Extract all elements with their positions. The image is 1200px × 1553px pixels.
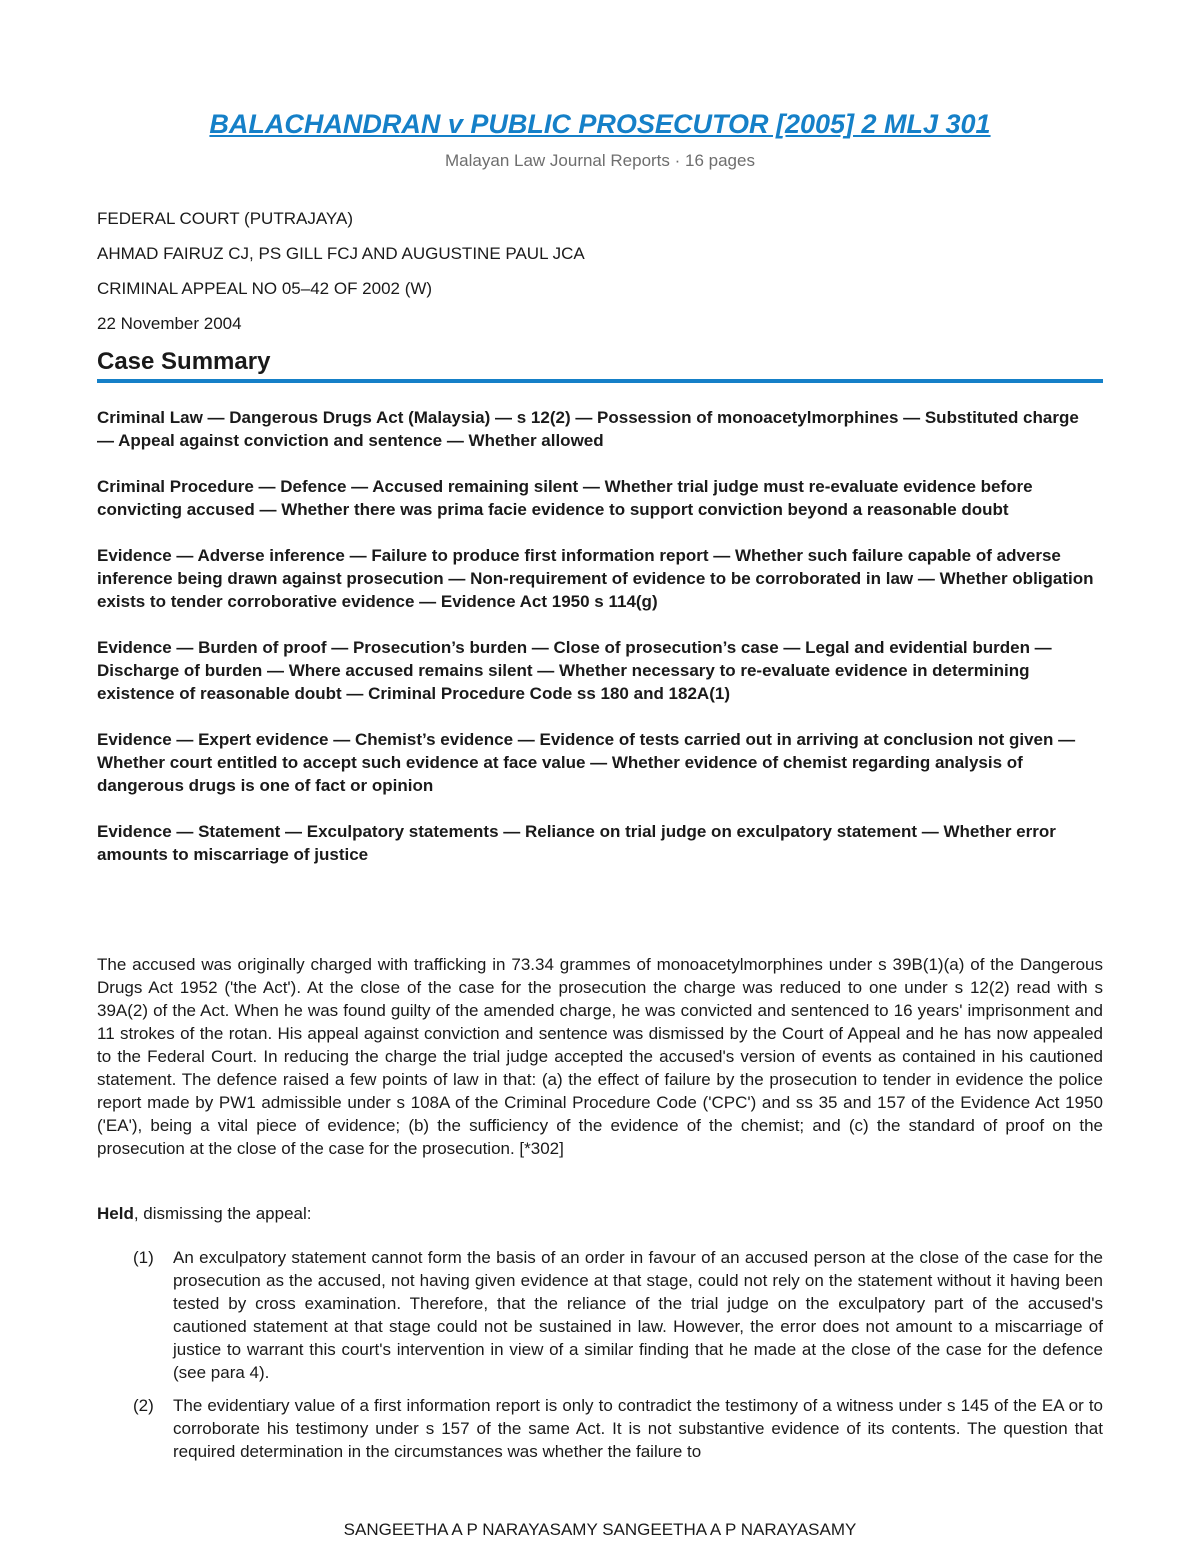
catchword: Criminal Procedure — Defence — Accused remaining silent — Whether trial judge must re-evaluate evidence before convicting accused — Whether there was prima facie evidence to support conviction beyond a reasonable doubt bbox=[97, 477, 1033, 519]
holding-text: The evidentiary value of a first information report is only to contradict the testimony of a witness under s 145 of the EA or to corroborate his testimony under s 157 of the same Act. It is not substantive evidence of its contents. The question that required determination in the circumstances was whether the failure to bbox=[173, 1396, 1103, 1461]
appeal-number: CRIMINAL APPEAL NO 05–42 OF 2002 (W) bbox=[97, 279, 433, 298]
held-text: , dismissing the appeal: bbox=[133, 1204, 312, 1223]
page-footer: SANGEETHA A P NARAYASAMY SANGEETHA A P NARAYASAMY bbox=[343, 1520, 857, 1539]
section-divider bbox=[97, 379, 1103, 383]
catchword: Evidence — Burden of proof — Prosecution’s burden — Close of prosecution’s case — Legal and evidential burden — Discharge of burden — Where accused remains silent — Whether necessary to re-evaluate evidence in determining existence of reasonable doubt — Criminal Procedure Code ss 180 and 182A(1) bbox=[97, 638, 1052, 703]
holdings-list bbox=[97, 1246, 1103, 1473]
case-facts-paragraph: The accused was originally charged with trafficking in 73.34 grammes of monoacetylmorphines under s 39B(1)(a) of the Dangerous Drugs Act 1952 ('the Act'). At the close of the case for the prosecution the charge was reduced to one under s 12(2) read with s 39A(2) of the Act. When he was found guilty of the amended charge, he was convicted and sentenced to 16 years' imprisonment and 11 strokes of the rotan. His appeal against conviction and sentence was dismissed by the Court of Appeal and he has now appealed to the Federal Court. In reducing the charge the trial judge accepted the accused's version of events as contained in his cautioned statement. The defence raised a few points of law in that: (a) the effect of failure by the prosecution to tender in evidence the police report made by PW1 admissible under s 108A of the Criminal Procedure Code ('CPC') and ss 35 and 157 of the Evidence Act 1950 ('EA'), being a vital piece of evidence; (b) the sufficiency of the evidence of the chemist; and (c) the standard of proof on the prosecution at the close of the case for the prosecution. [*302] bbox=[97, 955, 1103, 1158]
report-subtitle: Malayan Law Journal Reports · 16 pages bbox=[445, 151, 755, 170]
catchword: Criminal Law — Dangerous Drugs Act (Malaysia) — s 12(2) — Possession of monoacetylmorphines — Substituted charge — Appeal against conviction and sentence — Whether allowed bbox=[97, 408, 1079, 450]
held-line bbox=[97, 1202, 312, 1225]
holding-number: (1) bbox=[133, 1248, 154, 1267]
court-name: FEDERAL COURT (PUTRAJAYA) bbox=[97, 209, 353, 228]
decision-date: 22 November 2004 bbox=[97, 314, 242, 333]
catchwords bbox=[97, 406, 1097, 889]
catchword: Evidence — Adverse inference — Failure to produce first information report — Whether such failure capable of adverse inference being drawn against prosecution — Non-requirement of evidence to be corroborated in law — Whether obligation exists to tender corroborative evidence — Evidence Act 1950 s 114(g) bbox=[97, 546, 1094, 611]
holding-item bbox=[97, 1246, 1103, 1384]
holding-number: (2) bbox=[133, 1396, 154, 1415]
held-label: Held bbox=[97, 1204, 134, 1223]
catchword: Evidence — Expert evidence — Chemist’s evidence — Evidence of tests carried out in arriving at conclusion not given — Whether court entitled to accept such evidence at face value — Whether evidence of chemist regarding analysis of dangerous drugs is one of fact or opinion bbox=[97, 730, 1076, 795]
catchword: Evidence — Statement — Exculpatory statements — Reliance on trial judge on exculpatory statement — Whether error amounts to miscarriage of justice bbox=[97, 822, 1056, 864]
holding-item bbox=[97, 1394, 1103, 1463]
judges: AHMAD FAIRUZ CJ, PS GILL FCJ AND AUGUSTINE PAUL JCA bbox=[97, 244, 585, 263]
case-summary-heading: Case Summary bbox=[97, 348, 271, 375]
holding-text: An exculpatory statement cannot form the basis of an order in favour of an accused person at the close of the case for the prosecution as the accused, not having given evidence at that stage, could not rely on the statement without it having been tested by cross examination. Therefore, that the reliance of the trial judge on the exculpatory part of the accused's cautioned statement at that stage could not be sustained in law. However, the error does not amount to a miscarriage of justice to warrant this court's intervention in view of a similar finding that he made at the close of the case for the defence (see para 4). bbox=[173, 1248, 1103, 1382]
case-title[interactable]: BALACHANDRAN v PUBLIC PROSECUTOR [2005] 2 MLJ 301 bbox=[209, 109, 991, 139]
